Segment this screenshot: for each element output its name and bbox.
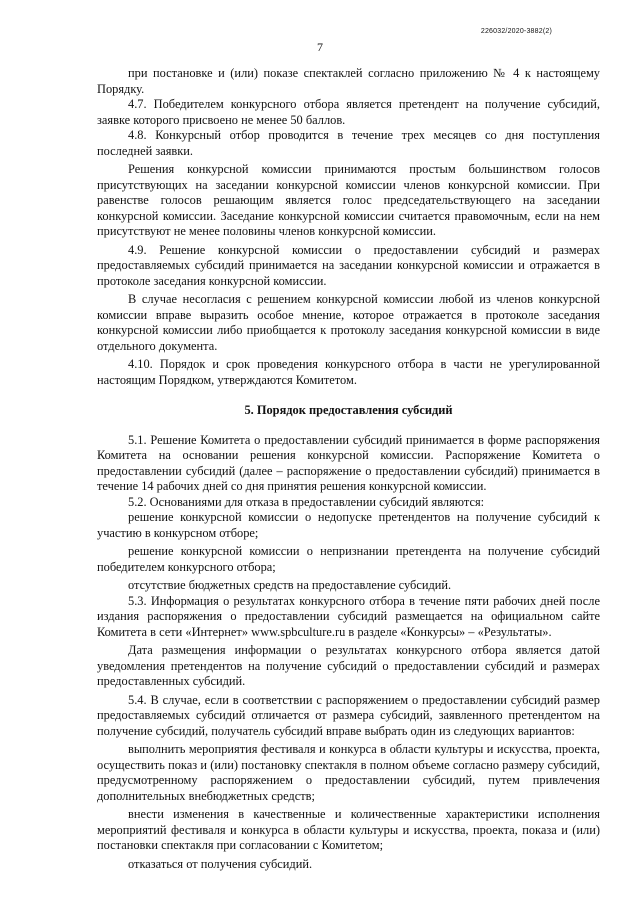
paragraph: 4.10. Порядок и срок проведения конкурсного отбора в части не урегулированной настоящим Порядком, утверждаются Комитетом.: [97, 357, 600, 387]
paragraph: Дата размещения информации о результатах конкурсного отбора является датой уведомления претендентов на получение субсидий о предоставлении субсидий и размерах предоставленных субсидий.: [97, 643, 600, 688]
paragraph: внести изменения в качественные и количественные характеристики исполнения мероприятий фестиваля и конкурса в области культуры и искусства, проекта, показа и (или) постановки спектакля при согласовании с Комитетом;: [97, 807, 600, 852]
page-number: 7: [317, 40, 323, 54]
paragraph: выполнить мероприятия фестиваля и конкурса в области культуры и искусства, проекта, осуществить показ и (или) постановку спектакля в полном объеме согласно размеру субсидий, предусмотренному распоряжением о предоставлении субсидий, путем привлечения дополнительных внебюджетных средств;: [97, 742, 600, 803]
paragraph: 5.4. В случае, если в соответствии с распоряжением о предоставлении субсидий размер предоставляемых субсидий отличается от размера субсидий, заявленного претендентом на получение субсидий, получатель субсидий вправе выбрать один из следующих вариантов:: [97, 692, 600, 738]
section-heading: 5. Порядок предоставления субсидий: [244, 403, 453, 417]
document-number: 226032/2020-3882(2): [480, 28, 552, 35]
paragraph: В случае несогласия с решением конкурсной комиссии любой из членов конкурсной комиссии вправе выразить особое мнение, которое отражается в протоколе заседания конкурсной комиссии либо приобщается к протоколу заседания конкурсной комиссии в виде отдельного документа.: [97, 292, 600, 353]
paragraph: 4.9. Решение конкурсной комиссии о предоставлении субсидий и размерах предоставляемых субсидий принимается на заседании конкурсной комиссии и отражается в протоколе заседания конкурсной комиссии.: [97, 242, 600, 288]
paragraph: отсутствие бюджетных средств на предоставление субсидий.: [128, 578, 452, 592]
paragraph: 5.3. Информация о результатах конкурсного отбора в течение пяти рабочих дней после издания распоряжения о предоставлении субсидий размещается на официальном сайте Комитета в сети «Интернет» www.spbculture.ru в разделе «Конкурсы» – «Результаты».: [97, 593, 600, 639]
paragraph: Решения конкурсной комиссии принимаются простым большинством голосов присутствующих на заседании конкурсной комиссии членов конкурсной комиссии. При равенстве голосов решающим является голос председательствующего на заседании конкурсной комиссии. Заседание конкурсной комиссии считается правомочным, если на нем присутствуют не менее половины членов конкурсной комиссии.: [97, 162, 600, 238]
paragraph: при постановке и (или) показе спектаклей согласно приложению № 4 к настоящему Порядку.: [97, 66, 600, 96]
paragraph: решение конкурсной комиссии о недопуске претендентов на получение субсидий к участию в конкурсном отборе;: [97, 510, 600, 540]
paragraph: 4.8. Конкурсный отбор проводится в течение трех месяцев со дня поступления последней заявки.: [97, 128, 600, 158]
paragraph: 4.7. Победителем конкурсного отбора является претендент на получение субсидий, заявке которого присвоено не менее 50 баллов.: [97, 97, 600, 127]
paragraph: отказаться от получения субсидий.: [128, 856, 313, 871]
paragraph: решение конкурсной комиссии о непризнании претендента на получение субсидий победителем конкурсного отбора;: [97, 544, 600, 574]
paragraph: 5.2. Основаниями для отказа в предоставлении субсидий являются:: [128, 494, 485, 509]
paragraph: 5.1. Решение Комитета о предоставлении субсидий принимается в форме распоряжения Комитета на основании решения конкурсной комиссии. Распоряжение Комитета о предоставлении субсидий (далее – распоряжение о предоставлении субсидий) принимается в течение 14 рабочих дней со дня принятия решения конкурсной комиссии.: [97, 432, 600, 493]
document-body: [97, 66, 600, 872]
